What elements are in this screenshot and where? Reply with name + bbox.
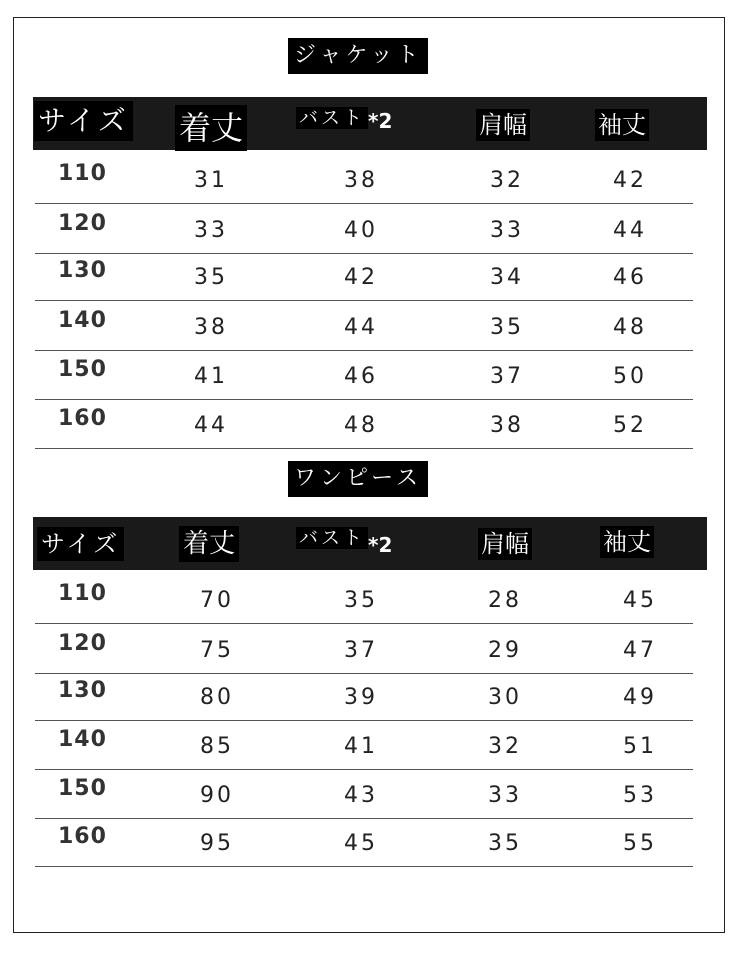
- cell-length: 80: [200, 685, 234, 710]
- header-length: 着丈: [179, 526, 239, 562]
- cell-size: 120: [58, 631, 107, 656]
- cell-size: 150: [58, 357, 107, 382]
- cell-size: 110: [58, 161, 107, 186]
- cell-size: 130: [58, 258, 107, 283]
- table-row: [35, 251, 693, 301]
- cell-sleeve: 49: [623, 685, 657, 710]
- onepiece-title: ワンピース: [288, 461, 428, 497]
- cell-length: 35: [194, 265, 228, 290]
- cell-length: 75: [200, 638, 234, 663]
- table-row: [35, 574, 693, 624]
- header-shoulder: 肩幅: [476, 109, 530, 141]
- table-row: [35, 624, 693, 674]
- cell-shoulder: 35: [488, 831, 522, 856]
- header-length: 着丈: [175, 105, 247, 151]
- cell-sleeve: 45: [623, 588, 657, 613]
- header-bust-suffix: *2: [368, 109, 393, 133]
- cell-sleeve: 46: [613, 265, 647, 290]
- header-size: サイズ: [37, 527, 124, 561]
- cell-sleeve: 55: [623, 831, 657, 856]
- table-row: [35, 204, 693, 254]
- table-row: [35, 301, 693, 351]
- cell-shoulder: 32: [488, 734, 522, 759]
- cell-length: 31: [194, 168, 228, 193]
- jacket-title: ジャケット: [288, 38, 428, 74]
- header-bust: [296, 523, 393, 557]
- table-row: [35, 671, 693, 721]
- table-row: [35, 769, 693, 819]
- cell-bust: 44: [344, 315, 378, 340]
- jacket-header-bar: [33, 97, 707, 150]
- cell-size: 160: [58, 824, 107, 849]
- cell-bust: 46: [344, 364, 378, 389]
- cell-length: 44: [194, 413, 228, 438]
- cell-shoulder: 37: [490, 364, 524, 389]
- cell-sleeve: 51: [623, 734, 657, 759]
- cell-length: 85: [200, 734, 234, 759]
- cell-size: 140: [58, 727, 107, 752]
- table-row: [35, 350, 693, 400]
- cell-length: 95: [200, 831, 234, 856]
- cell-bust: 35: [344, 588, 378, 613]
- table-row: [35, 399, 693, 449]
- cell-length: 70: [200, 588, 234, 613]
- table-row: [35, 154, 693, 204]
- cell-size: 150: [58, 776, 107, 801]
- cell-length: 33: [194, 218, 228, 243]
- cell-bust: 43: [344, 783, 378, 808]
- header-bust-label: バスト: [296, 527, 368, 549]
- cell-size: 140: [58, 308, 107, 333]
- cell-size: 120: [58, 211, 107, 236]
- cell-shoulder: 32: [490, 168, 524, 193]
- onepiece-header-bar: [33, 517, 707, 570]
- header-sleeve: 袖丈: [600, 526, 654, 558]
- cell-sleeve: 50: [613, 364, 647, 389]
- header-bust-suffix: *2: [368, 533, 393, 557]
- cell-shoulder: 28: [488, 588, 522, 613]
- cell-bust: 37: [344, 638, 378, 663]
- cell-shoulder: 33: [490, 218, 524, 243]
- cell-shoulder: 30: [488, 685, 522, 710]
- cell-bust: 42: [344, 265, 378, 290]
- cell-sleeve: 48: [613, 315, 647, 340]
- cell-size: 160: [58, 406, 107, 431]
- cell-size: 110: [58, 581, 107, 606]
- cell-length: 41: [194, 364, 228, 389]
- cell-sleeve: 53: [623, 783, 657, 808]
- cell-sleeve: 47: [623, 638, 657, 663]
- cell-shoulder: 29: [488, 638, 522, 663]
- cell-bust: 39: [344, 685, 378, 710]
- table-row: [35, 720, 693, 770]
- cell-shoulder: 38: [490, 413, 524, 438]
- cell-bust: 45: [344, 831, 378, 856]
- cell-bust: 48: [344, 413, 378, 438]
- cell-size: 130: [58, 678, 107, 703]
- header-bust: [296, 103, 393, 133]
- cell-bust: 41: [344, 734, 378, 759]
- cell-sleeve: 52: [613, 413, 647, 438]
- header-shoulder: 肩幅: [478, 528, 532, 560]
- header-size: サイズ: [34, 101, 133, 141]
- cell-sleeve: 44: [613, 218, 647, 243]
- cell-shoulder: 35: [490, 315, 524, 340]
- table-row: [35, 817, 693, 867]
- cell-shoulder: 33: [488, 783, 522, 808]
- cell-sleeve: 42: [613, 168, 647, 193]
- cell-bust: 38: [344, 168, 378, 193]
- cell-shoulder: 34: [490, 265, 524, 290]
- cell-bust: 40: [344, 218, 378, 243]
- header-bust-label: バスト: [296, 107, 368, 129]
- cell-length: 38: [194, 315, 228, 340]
- cell-length: 90: [200, 783, 234, 808]
- header-sleeve: 袖丈: [595, 109, 649, 141]
